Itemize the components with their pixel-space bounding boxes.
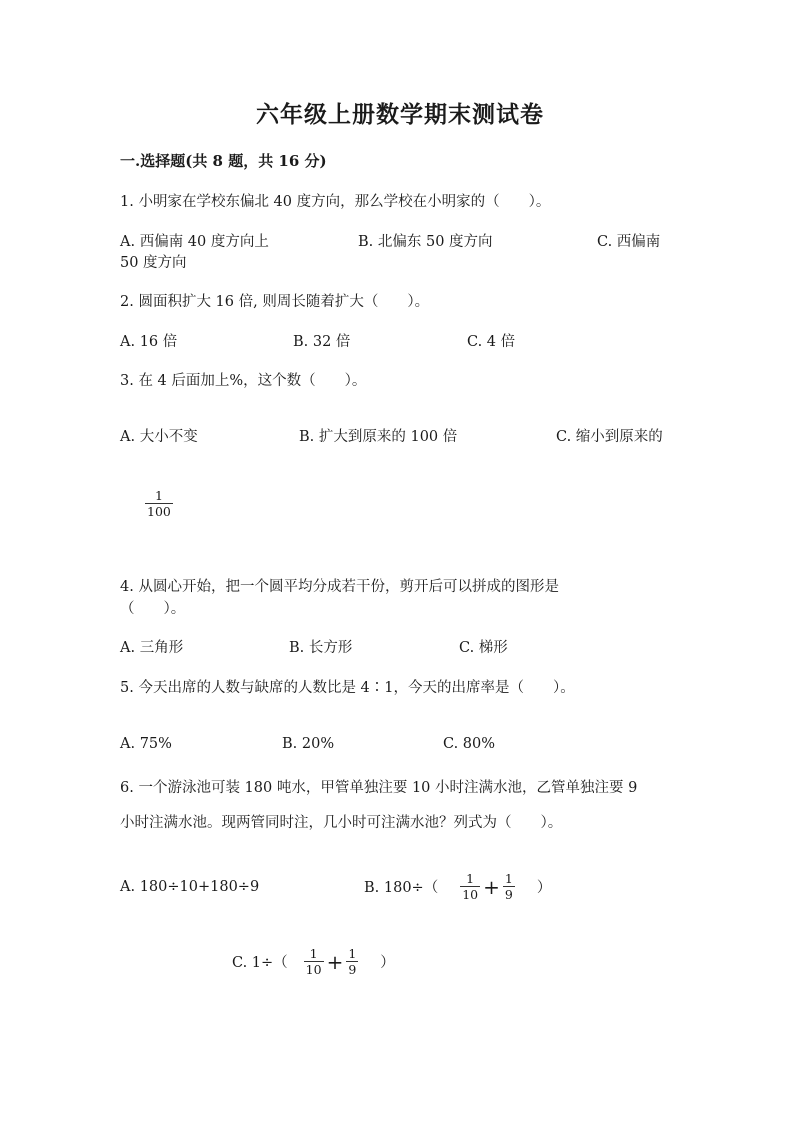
fraction-denominator: 9 <box>348 962 357 977</box>
question-2-option-c: C. 4 倍 <box>467 334 516 350</box>
question-1-option-c-continued: 50 度方向 <box>120 255 187 271</box>
question-4-stem-continued: （ ）。 <box>120 601 186 617</box>
question-6-option-a: A. 180÷10+180÷9 <box>120 879 260 895</box>
fraction-denominator: 9 <box>504 887 513 902</box>
question-5-option-b: B. 20% <box>282 736 335 752</box>
question-3-option-c-fraction <box>145 488 173 519</box>
fraction-numerator: 1 <box>466 871 475 886</box>
question-1-option-a: A. 西偏南 40 度方向上 <box>120 234 269 250</box>
question-4-stem: 4. 从圆心开始，把一个圆平均分成若干份，剪开后可以拼成的图形是 <box>120 579 559 595</box>
fraction-numerator: 1 <box>309 946 318 961</box>
question-1-option-c: C. 西偏南 <box>597 234 661 250</box>
fraction-numerator: 1 <box>348 946 357 961</box>
question-5-stem: 5. 今天出席的人数与缺席的人数比是 4∶1，今天的出席率是（ ）。 <box>120 680 575 696</box>
question-2-stem: 2. 圆面积扩大 16 倍, 则周长随着扩大（ ）。 <box>120 294 430 310</box>
question-6-option-c <box>232 946 395 977</box>
page-title: 六年级上册数学期末测试卷 <box>256 101 544 128</box>
question-5-option-a: A. 75% <box>120 736 172 752</box>
question-2-option-b: B. 32 倍 <box>293 334 351 350</box>
question-5-option-c: C. 80% <box>443 736 496 752</box>
option-b-suffix: ） <box>536 880 552 896</box>
option-c-prefix: C. 1÷（ <box>232 955 288 971</box>
option-c-suffix: ） <box>380 955 395 971</box>
question-3-option-b: B. 扩大到原来的 100 倍 <box>299 429 458 445</box>
fraction-denominator: 10 <box>462 887 479 902</box>
question-3-option-a: A. 大小不变 <box>120 429 198 445</box>
fraction-denominator: 100 <box>147 504 171 519</box>
question-6-stem: 6. 一个游泳池可装 180 吨水，甲管单独注要 10 小时注满水池，乙管单独注要 9 <box>120 780 638 796</box>
question-3-stem: 3. 在 4 后面加上%，这个数（ ）。 <box>120 373 367 389</box>
plus-sign: + <box>326 949 344 974</box>
question-4-option-b: B. 长方形 <box>289 640 353 656</box>
question-3-option-c: C. 缩小到原来的 <box>556 429 663 445</box>
fraction-numerator: 1 <box>154 488 163 503</box>
question-4-option-a: A. 三角形 <box>120 640 184 656</box>
question-6-stem-continued: 小时注满水池。现两管同时注，几小时可注满水池？列式为（ ）。 <box>120 815 563 831</box>
plus-sign: + <box>483 874 500 899</box>
section-heading: 一.选择题(共 8 题，共 16 分) <box>120 152 327 170</box>
option-b-prefix: B. 180÷（ <box>364 880 439 896</box>
question-2-option-a: A. 16 倍 <box>120 334 178 350</box>
fraction-numerator: 1 <box>504 871 513 886</box>
fraction-denominator: 10 <box>305 962 322 977</box>
question-4-option-c: C. 梯形 <box>459 640 508 656</box>
question-6-option-b <box>364 871 551 902</box>
question-1-stem: 1. 小明家在学校东偏北 40 度方向，那么学校在小明家的（ ）。 <box>120 194 551 210</box>
question-1-option-b: B. 北偏东 50 度方向 <box>358 234 493 250</box>
